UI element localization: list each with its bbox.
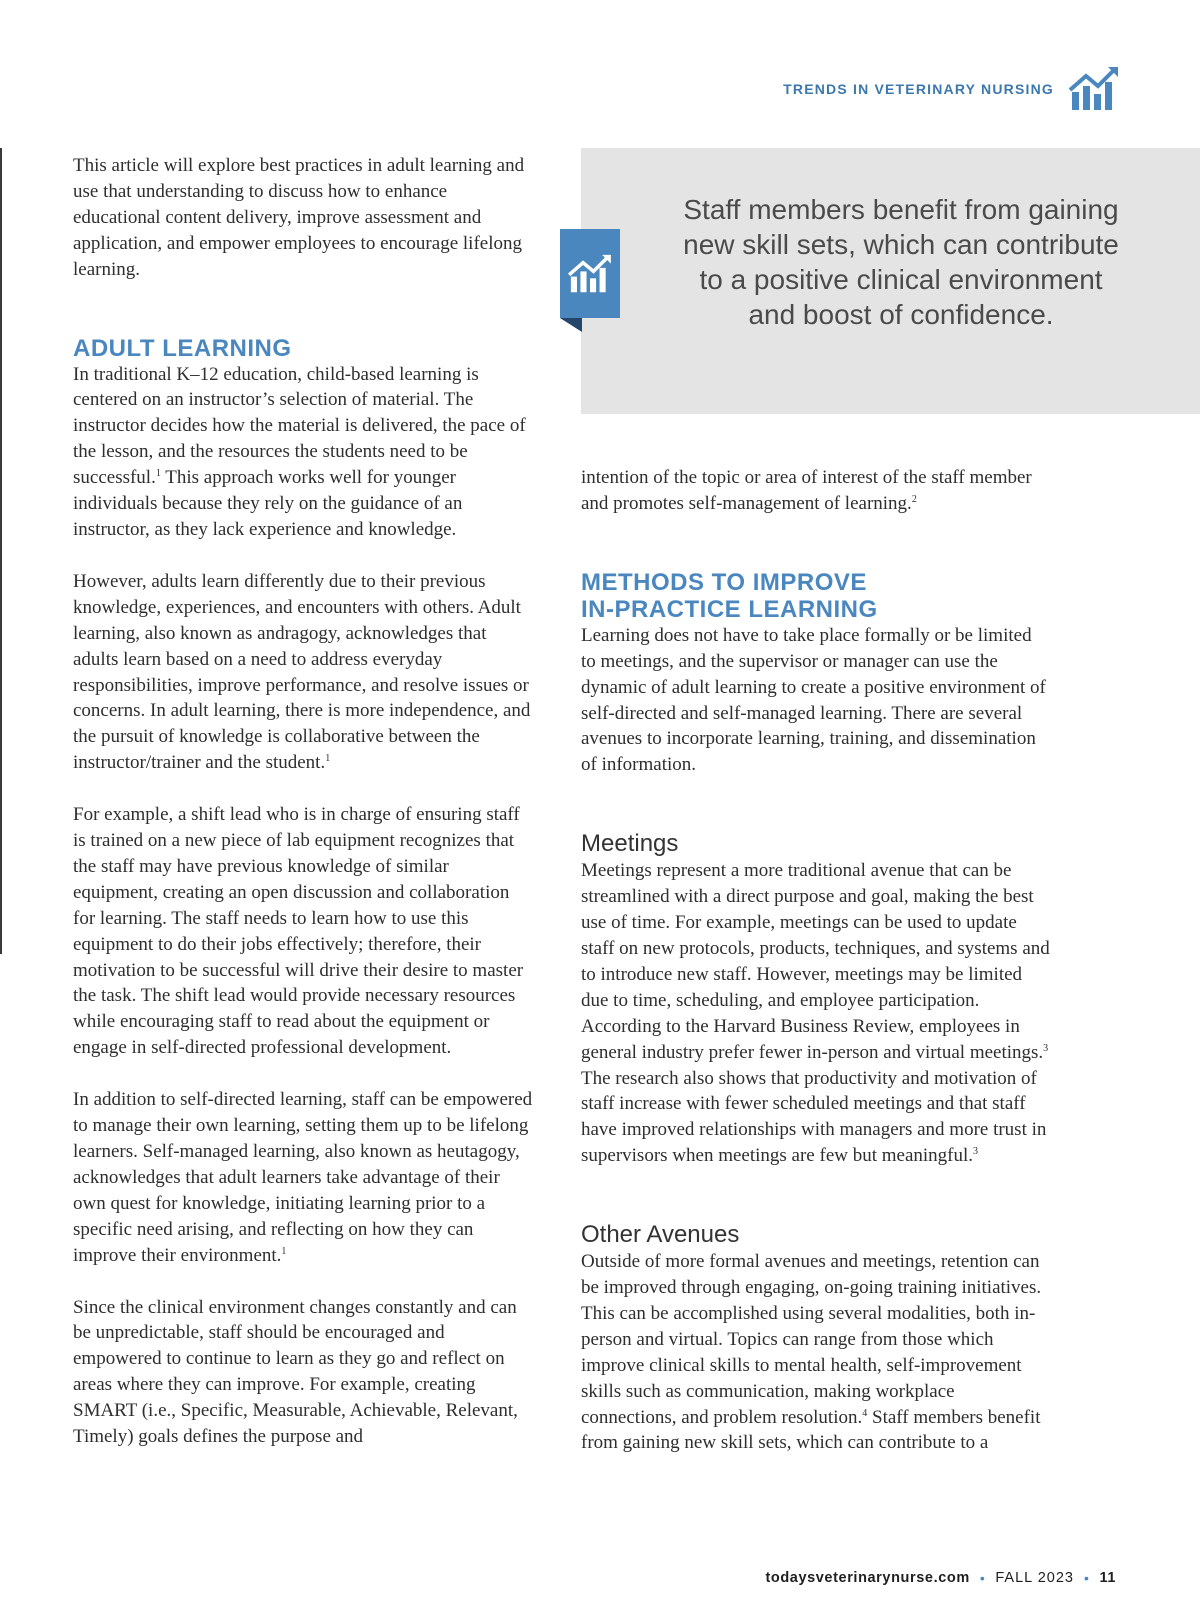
other-avenues-paragraph: Outside of more formal avenues and meetings, retention can be improved through engaging, on-going training initiatives. This can be accomplished using several modalities, both in-person and virtual. Topics can range from those which improve clinical skills to mental health, self-improvement skills such as communication, making workplace connections, and problem resolution.$^4$ Staff members benefit from gaining new skill sets, which can contribute to a — [581, 1251, 1042, 1454]
pull-quote — [581, 148, 1200, 414]
bar-chart-trend-icon — [1068, 66, 1120, 112]
adult-learning-heading: ADULT LEARNING — [73, 334, 292, 362]
other-avenues-heading: Other Avenues — [581, 1221, 740, 1249]
adult-learning-paragraph-3: For example, a shift lead who is in charge of ensuring staff is trained on a new piece of lab equipment recognizes that the staff may have previous knowledge of similar equipment, creating an open discussion and collaboration for learning. The staff needs to learn how to use this equipment to do their jobs effectively; therefore, their motivation to be successful will drive their desire to master the task. The shift lead would provide necessary resources while encouraging staff to read about the equipment or engage in self-directed professional development. — [73, 804, 524, 1059]
adult-learning-paragraph-2: However, adults learn differently due to their previous knowledge, experiences, and encounters with others. Adult learning, also known as andragogy, acknowledges that adults learn based on a need to address everyday responsibilities, improve performance, and resolve issues or concerns. In adult learning, there is more independence, and the pursuit of knowledge is collaborative between the instructor/trainer and the student.$^1$ — [73, 570, 531, 774]
page-number: 11 — [1099, 1570, 1116, 1586]
reference-marker: 2 — [911, 493, 917, 505]
running-header — [783, 64, 1120, 114]
bar-chart-trend-icon — [567, 254, 613, 294]
pull-quote-text: Staff members benefit from gaining new skill sets, which can contribute to a positive clinical environment and boost of confidence. — [683, 194, 1119, 330]
footer-separator: • — [1083, 1570, 1090, 1586]
left-column — [73, 153, 533, 1476]
footer-separator: • — [979, 1570, 986, 1586]
adult-learning-paragraph-5: Since the clinical environment changes constantly and can be unpredictable, staff should be encouraged and empowered to continue to learn as they go and reflect on areas where they can improve. For example, creating SMART (i.e., Specific, Measurable, Achievable, Relevant, Timely) goals defines the purpose and — [73, 1296, 518, 1448]
reference-marker: 1 — [325, 753, 331, 765]
pull-quote-tab — [560, 229, 620, 318]
reference-marker: 4 — [862, 1407, 868, 1419]
meetings-paragraph: Meetings represent a more traditional avenue that can be streamlined with a direct purpose and goal, making the best use of time. For example, meetings can be used to update staff on new protocols, products, techniques, and systems and to introduce new staff. However, meetings may be limited due to time, scheduling, and employee participation. According to the Harvard Business Review, employees in general industry prefer fewer in-person and virtual meetings.$^3$ The research also shows that productivity and motivation of staff increase with fewer scheduled meetings and that staff have improved relationships with managers and more trust in supervisors when meetings are few but meaningful.$^3$ — [581, 860, 1050, 1167]
footer-site-link[interactable]: todaysveterinarynurse.com — [765, 1570, 970, 1586]
section-title: TRENDS IN VETERINARY NURSING — [783, 81, 1054, 97]
reference-marker: 1 — [281, 1245, 287, 1257]
reference-marker: 3 — [973, 1146, 979, 1158]
footer-issue: FALL 2023 — [995, 1570, 1074, 1586]
page-footer — [765, 1570, 1116, 1586]
pull-quote-tab-fold — [560, 318, 582, 332]
adult-learning-paragraph-1: In traditional K–12 education, child-based learning is centered on an instructor’s selection of material. The instructor decides how the material is delivered, the pace of the lesson, and the resources the students need to be successful.$^1$ This approach works well for younger individuals because they rely on the guidance of an instructor, as they lack experience and knowledge. — [73, 363, 526, 540]
methods-paragraph: Learning does not have to take place formally or be limited to meetings, and the supervisor or manager can use the dynamic of adult learning to create a positive environment of self-directed and self-managed learning. There are several avenues to incorporate learning, training, and dissemination of information. — [581, 624, 1046, 776]
meetings-heading: Meetings — [581, 830, 679, 858]
right-column — [581, 465, 1051, 1482]
methods-heading: METHODS TO IMPROVE IN-PRACTICE LEARNING — [581, 568, 878, 623]
continuation-paragraph: intention of the topic or area of interest of the staff member and promotes self-management of learning.$^2$ — [581, 467, 1032, 514]
reference-marker: 1 — [155, 468, 161, 480]
adult-learning-paragraph-4: In addition to self-directed learning, staff can be empowered to manage their own learning, setting them up to be lifelong learners. Self-managed learning, also known as heutagogy, acknowledges that adult learners take advantage of their own quest for knowledge, initiating learning prior to a specific need arising, and reflecting on how they can improve their environment.$^1$ — [73, 1089, 533, 1266]
reference-marker: 3 — [1043, 1042, 1049, 1054]
page-edge-rule — [0, 148, 2, 954]
intro-paragraph: This article will explore best practices in adult learning and use that understanding to discuss how to enhance educational content delivery, improve assessment and application, and empower employees to encourage lifelong learning. — [73, 155, 525, 280]
